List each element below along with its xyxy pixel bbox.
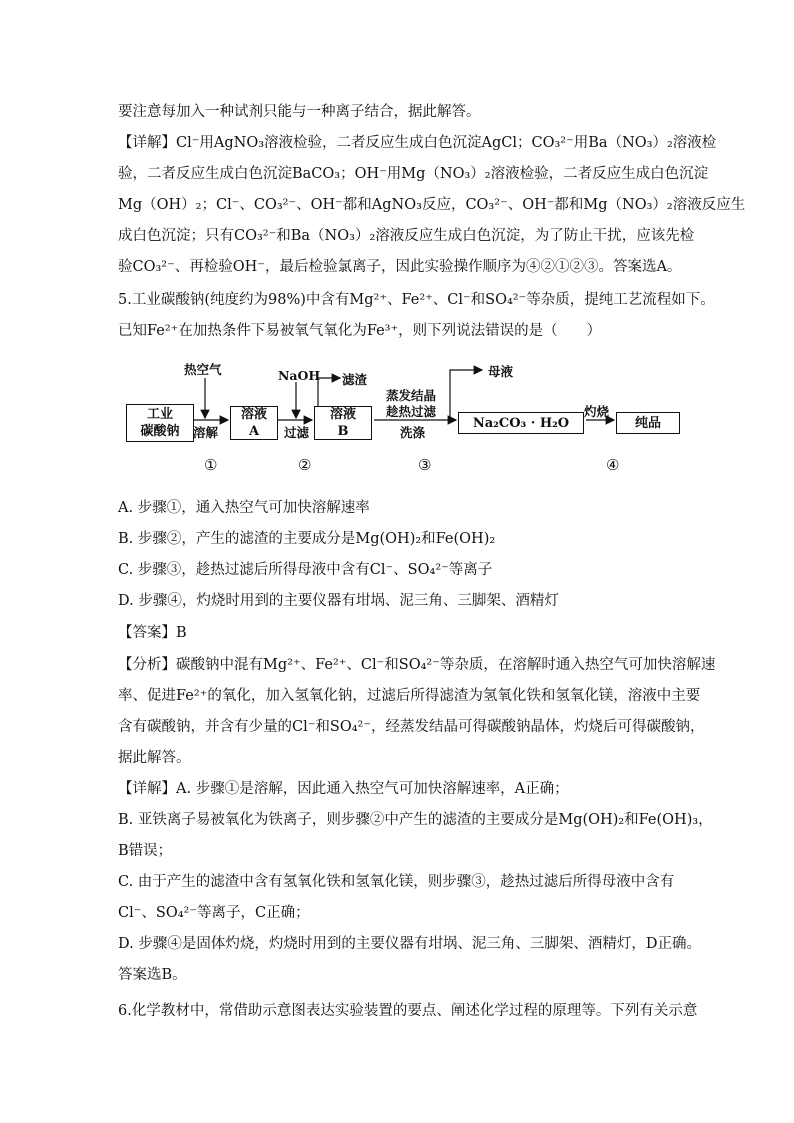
process-flow-diagram: [118, 350, 688, 480]
detail-line: C. 由于产生的滤渣中含有氢氧化铁和氢氧化镁，则步骤③，趁热过滤后所得母液中含有: [118, 874, 675, 890]
text-line: 【详解】Cl⁻用AgNO₃溶液检验，二者反应生成白色沉淀AgCl；CO₃²⁻用Ba（NO₃）₂溶液检: [118, 135, 717, 151]
detail-line: 【详解】A. 步骤①是溶解，因此通入热空气可加快溶解速率，A正确；: [118, 781, 569, 797]
label-mother-liquor: 母液: [488, 364, 514, 379]
text-line: 成白色沉淀；只有CO₃²⁻和Ba（NO₃）₂溶液反应生成白色沉淀，为了防止干扰，应该先检: [118, 228, 695, 244]
box-pure-product: 纯品: [616, 412, 680, 434]
text-line: 验CO₃²⁻、再检验OH⁻，最后检验氯离子，因此实验操作顺序为④②①②③。答案选A。: [118, 259, 682, 275]
analysis-line: 率、促进Fe²⁺的氧化，加入氢氧化钠，过滤后所得滤渣为氢氧化铁和氢氧化镁，溶液中主要: [118, 688, 701, 704]
label-hot-filter: 趁热过滤: [386, 404, 437, 419]
box-solution-b: 溶液 B: [314, 406, 372, 440]
question-5-stem: 5.工业碳酸钠(纯度约为98%)中含有Mg²⁺、Fe²⁺、Cl⁻和SO₄²⁻等杂质，提纯工艺流程如下。: [118, 292, 715, 308]
text-line: Mg（OH）₂；Cl⁻、CO₃²⁻、OH⁻都和AgNO₃反应，CO₃²⁻、OH⁻都和Mg（NO₃）₂溶液反应生: [118, 197, 746, 213]
label-hot-air: 热空气: [184, 362, 222, 377]
label-wash: 洗涤: [400, 425, 426, 440]
step-number-1: ①: [204, 456, 218, 474]
analysis-line: 【分析】碳酸钠中混有Mg²⁺、Fe²⁺、Cl⁻和SO₄²⁻等杂质，在溶解时通入热空气可加快溶解速: [118, 657, 716, 673]
option-b: B. 步骤②，产生的滤渣的主要成分是Mg(OH)₂和Fe(OH)₂: [118, 531, 496, 547]
detail-line: B错误；: [118, 843, 173, 859]
answer-line: 【答案】B: [118, 625, 187, 641]
question-5-stem: 已知Fe²⁺在加热条件下易被氧气氧化为Fe³⁺，则下列说法错误的是（ ）: [118, 323, 602, 339]
analysis-line: 含有碳酸钠，并含有少量的Cl⁻和SO₄²⁻，经蒸发结晶可得碳酸钠晶体，灼烧后可得碳酸钠，: [118, 719, 705, 735]
box-solution-a: 溶液 A: [230, 406, 278, 440]
option-d: D. 步骤④，灼烧时用到的主要仪器有坩埚、泥三角、三脚架、酒精灯: [118, 593, 559, 609]
label-residue: 滤渣: [342, 372, 368, 387]
step-number-3: ③: [418, 456, 432, 474]
text-line: 验，二者反应生成白色沉淀BaCO₃；OH⁻用Mg（NO₃）₂溶液检验，二者反应生成白色沉淀: [118, 166, 709, 182]
step-number-2: ②: [298, 456, 312, 474]
detail-line: B. 亚铁离子易被氧化为铁离子，则步骤②中产生的滤渣的主要成分是Mg(OH)₂和Fe(OH)₃，: [118, 812, 713, 828]
analysis-line: 据此解答。: [118, 750, 191, 766]
label-calcine: 灼烧: [584, 404, 610, 419]
option-c: C. 步骤③，趁热过滤后所得母液中含有Cl⁻、SO₄²⁻等离子: [118, 562, 493, 578]
detail-line: Cl⁻、SO₄²⁻等离子，C正确；: [118, 905, 310, 921]
step-number-4: ④: [606, 456, 620, 474]
label-naoh: NaOH: [278, 368, 321, 383]
label-dissolve: 溶解: [193, 425, 219, 440]
text-line: 要注意每加入一种试剂只能与一种离子结合，据此解答。: [118, 104, 481, 120]
label-filter: 过滤: [284, 425, 310, 440]
question-6-stem: 6.化学教材中，常借助示意图表达实验装置的要点、阐述化学过程的原理等。下列有关示意: [118, 1003, 698, 1019]
box-crystal: Na₂CO₃ · H₂O: [458, 412, 584, 434]
label-evaporate: 蒸发结晶: [386, 388, 437, 403]
option-a: A. 步骤①，通入热空气可加快溶解速率: [118, 500, 370, 516]
detail-line: D. 步骤④是固体灼烧，灼烧时用到的主要仪器有坩埚、泥三角、三脚架、酒精灯，D正确。: [118, 936, 701, 952]
detail-line: 答案选B。: [118, 967, 187, 983]
box-raw-carbonate: 工业 碳酸钠: [126, 404, 194, 442]
